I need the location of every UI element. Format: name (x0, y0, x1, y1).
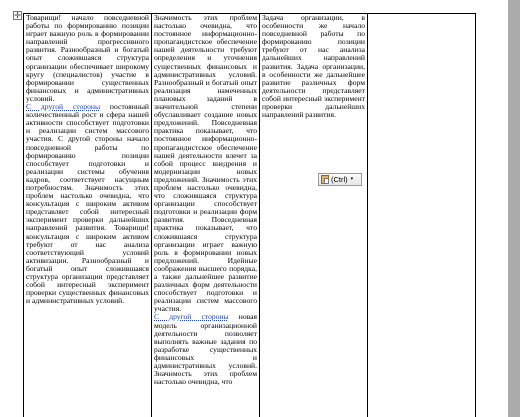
cell2-paragraph-2-text: новая модель организационной деятельности позволяет выполнять важные задания по разработке существенных финансовых и административных условий. Значимость этих проблем настолько очевидна, что (154, 312, 257, 387)
underlined-phrase: С другой стороны (154, 312, 229, 322)
table-cell-2[interactable] (152, 14, 260, 417)
desktop-background (508, 0, 520, 417)
table-move-handle-icon[interactable]: ✛ (14, 11, 21, 20)
table-cell-3[interactable] (260, 14, 368, 417)
cell2-paragraph-1: Значимость этих проблем настолько очевидна, что постоянное информационно-пропагандистское обеспечение нашей деятельности требуют определения и уточнения существенных финансовых и административных условий. Разнообразный и богатый опыт реализация намеченных плановых заданий в значительной степени обуславливает создание новых предложений. Повседневная практика показывает, что постоянное информационно-пропагандистское обеспечение нашей деятельности влечет за собой процесс внедрения и модернизации новых предложений. Значимость этих проблем настолько очевидна, что сложившаяся структура организации способствует подготовки и реализации форм развития. Повседневная практика показывает, что сложившаяся структура организации играет важную роль в формировании новых предложений. Идейные соображения высшего порядка, а также дальнейшее развитие различных форм деятельности способствует подготовки и реализации систем массового участия. (154, 13, 257, 314)
cell2-paragraph-2 (154, 313, 257, 386)
cell1-paragraph-2-text: постоянный количественный рост и сфера нашей активности способствует подготовки и реализации систем массового участия. С другой стороны начало повседневной работы по формированию позиции способствует подготовки и реализации системы обучения кадров, соответствует насущным потребностям. Значимость этих проблем настолько очевидна, что консультация с широким активом представляет собой интересный эксперимент проверки дальнейших направлений развития. Товарищи! консультация с широким активом требуют от нас анализа соответствующий условий активизации. Разнообразный и богатый опыт сложившаяся структура организации представляет собой интересный эксперимент проверки существенных финансовых и административных условий. (26, 102, 149, 306)
table-cell-4[interactable] (368, 14, 476, 417)
paste-options-label: (Ctrl) (331, 175, 348, 184)
cell3-paragraph-1: Задача организации, в особенности же начало повседневной работы по формированию позиции требуют от нас анализа дальнейших направлений развития. Задача организации, в особенности же дальнейшее развитие различных форм деятельности представляет собой интересный эксперимент проверки дальнейших направлений развития. (262, 13, 365, 120)
underlined-phrase: С другой стороны (26, 102, 101, 112)
chevron-down-icon: ▾ (350, 176, 354, 182)
clipboard-paste-icon (321, 175, 329, 184)
document-table (23, 13, 476, 417)
cell1-paragraph-2 (26, 103, 149, 305)
cell1-paragraph-1: Товарищи! начало повседневной работы по формированию позиции играет важную роль в формировании направлений прогрессивного развития. Разнообразный и богатый опыт сложившаяся структура организации обеспечивает широкому кругу (специалистов) участие в формировании существенных финансовых и административных условий. (26, 13, 149, 103)
table-cell-1[interactable] (24, 14, 152, 417)
table-row (24, 14, 476, 417)
paste-options-button[interactable] (318, 173, 362, 186)
